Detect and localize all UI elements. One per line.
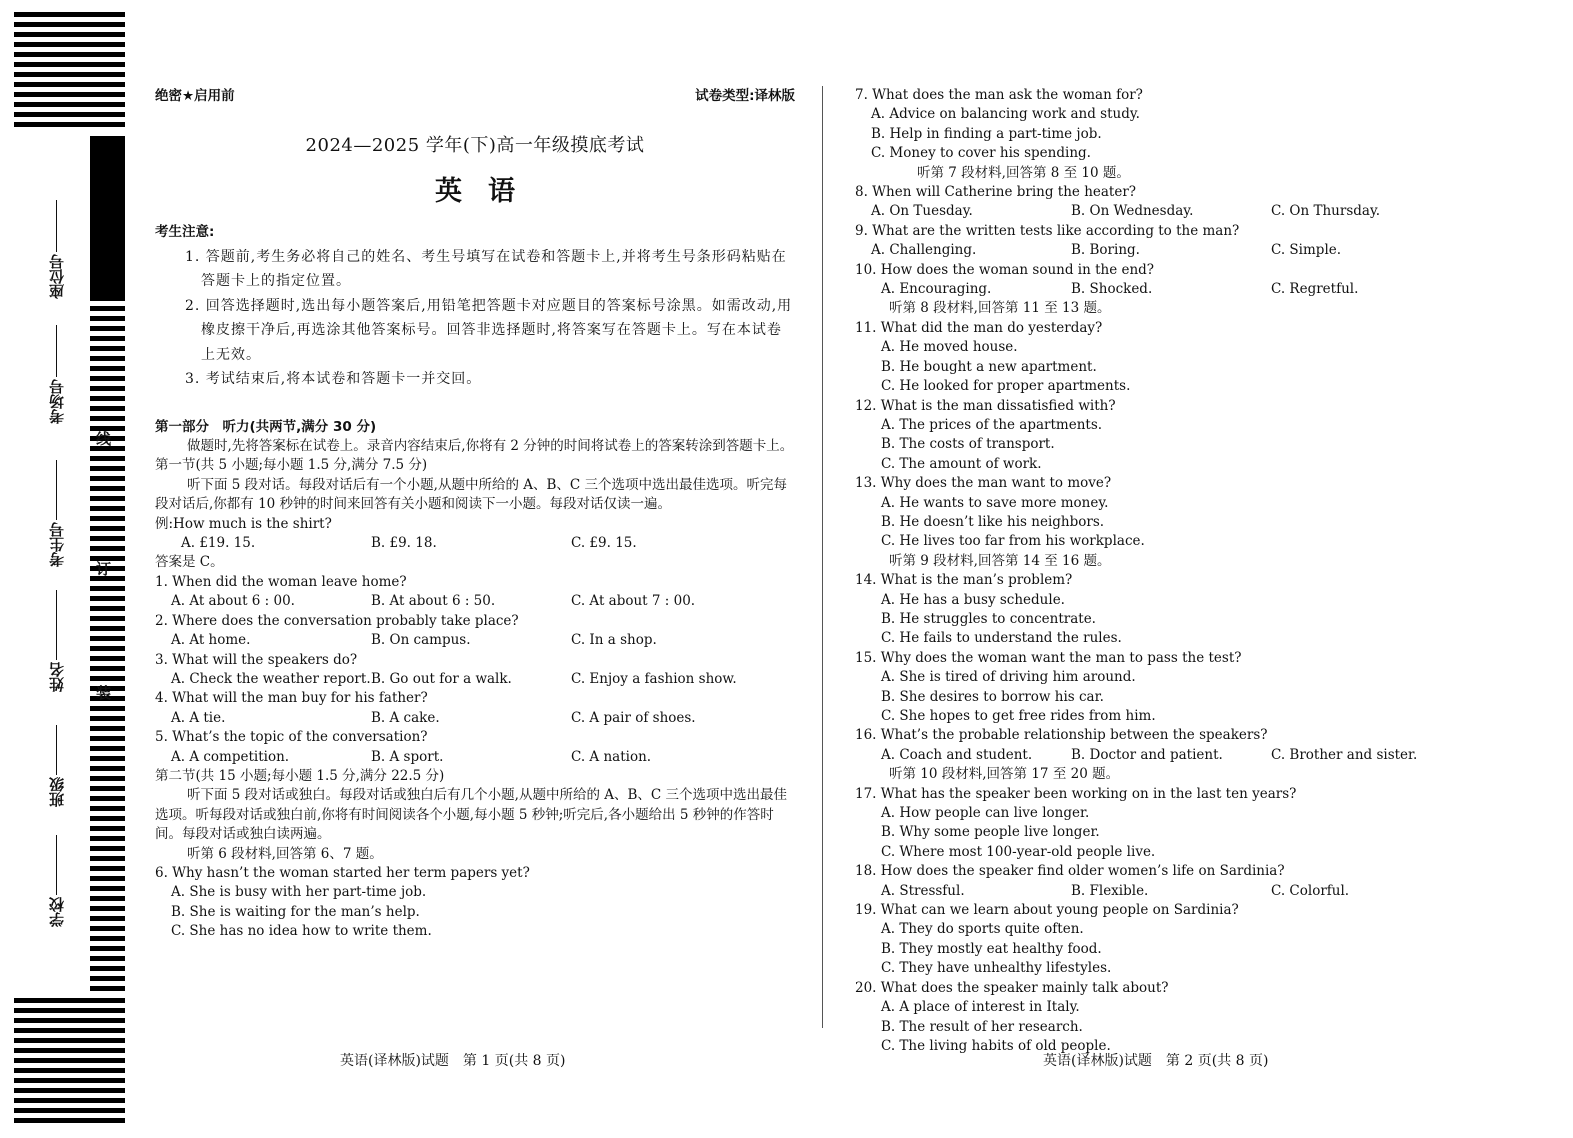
binding-bar: [14, 1088, 125, 1093]
option: B. On campus.: [371, 632, 471, 649]
binding-bar: [90, 296, 125, 301]
question-16-options: [855, 746, 1555, 765]
option: B. They mostly eat healthy food.: [881, 940, 1102, 957]
example-options: [155, 534, 795, 553]
binding-bar: [14, 112, 125, 117]
option: A. Coach and student.: [881, 746, 1033, 763]
option: B. Shocked.: [1071, 281, 1153, 298]
question-8: 8. When will Catherine bring the heater?: [855, 184, 1137, 201]
section2-intro: 听下面 5 段对话或独白。每段对话或独白后有几个小题,从题中所给的 A、B、C 三个选项中选出最佳选项。听每段对话或独白前,你将有时间阅读各个小题,每小题 5 秒钟;听完后,各小题给出 5 秒钟的作答时间。每段对话或独白读两遍。: [155, 787, 788, 843]
binding-bar: [90, 536, 125, 541]
option: A. A place of interest in Italy.: [881, 999, 1080, 1016]
binding-bar: [90, 886, 125, 891]
binding-char-fix: 装: [96, 684, 112, 702]
binding-bar: [90, 836, 125, 841]
option: A. Encouraging.: [881, 281, 992, 298]
binding-bar: [90, 456, 125, 461]
example-question: 例:How much is the shirt?: [155, 515, 332, 532]
binding-bar: [90, 496, 125, 501]
option: B. On Wednesday.: [1071, 203, 1194, 220]
confidential-mark: 绝密★启用前: [155, 88, 235, 104]
option: B. He bought a new apartment.: [881, 358, 1097, 375]
binding-bar: [90, 876, 125, 881]
option: B. Boring.: [1071, 242, 1140, 259]
option: C. Enjoy a fashion show.: [571, 670, 737, 687]
page-1-footer: 英语(译林版)试题 第 1 页(共 8 页): [340, 1053, 566, 1069]
option: C. Money to cover his spending.: [871, 145, 1091, 162]
question-9: 9. What are the written tests like according to the man?: [855, 222, 1240, 239]
option: A. Advice on balancing work and study.: [871, 106, 1140, 123]
school-label: 学校: [47, 897, 66, 927]
binding-bar: [14, 102, 125, 107]
option: A. A tie.: [171, 709, 226, 726]
section1-intro: 听下面 5 段对话。每段对话后有一个小题,从题中所给的 A、B、C 三个选项中选出最佳选项。听完每段对话后,你都有 10 秒钟的时间来回答有关小题和阅读下一小题。每段对话仅读一遍。: [155, 476, 788, 513]
exam-title: 2024—2025 学年(下)高一年级摸底考试: [305, 135, 645, 157]
binding-bar: [14, 122, 125, 127]
notice-title: 考生注意:: [155, 224, 215, 241]
option: B. Go out for a walk.: [371, 670, 512, 687]
binding-bar: [14, 42, 125, 47]
binding-bar: [90, 896, 125, 901]
segment-8-instruction: 听第 8 段材料,回答第 11 至 13 题。: [889, 300, 1111, 317]
binding-bar: [90, 946, 125, 951]
option: C. At about 7 : 00.: [571, 593, 696, 610]
binding-bar: [90, 736, 125, 741]
option: B. Why some people live longer.: [881, 824, 1100, 841]
question-19: 19. What can we learn about young people on Sardinia?: [855, 902, 1239, 919]
option: C. She hopes to get free rides from him.: [881, 708, 1156, 724]
option: B. Doctor and patient.: [1071, 746, 1223, 763]
binding-bar: [90, 516, 125, 521]
candidate-number-label: 考生号: [47, 522, 66, 567]
option: A. They do sports quite often.: [881, 921, 1084, 938]
option: B. She desires to borrow his car.: [881, 688, 1104, 705]
question-12: 12. What is the man dissatisfied with?: [855, 397, 1116, 414]
binding-strip-top: [14, 12, 125, 136]
binding-bar: [90, 826, 125, 831]
binding-bar: [14, 22, 125, 27]
option: C. He looked for proper apartments.: [881, 378, 1131, 395]
binding-bar: [14, 1018, 125, 1023]
notice-item: 3. 考试结束后,将本试卷和答题卡一并交回。: [185, 371, 482, 388]
option: C. A nation.: [571, 748, 652, 765]
question-10: 10. How does the woman sound in the end?: [855, 261, 1155, 278]
option: A. She is tired of driving him around.: [881, 669, 1136, 686]
option: C. He lives too far from his workplace.: [881, 533, 1145, 550]
question-4: 4. What will the man buy for his father?: [155, 690, 428, 707]
option: B. He struggles to concentrate.: [881, 610, 1096, 627]
page-2: [855, 86, 1555, 1056]
section1-title: 第一节(共 5 小题;每小题 1.5 分,满分 7.5 分): [155, 457, 428, 474]
notice-item: 1. 答题前,考生务必将自己的姓名、考生号填写在试卷和答题卡上,并将考生号条形码粘贴在答题卡上的指定位置。: [185, 248, 787, 290]
binding-bar: [90, 666, 125, 671]
option: C. In a shop.: [571, 632, 657, 649]
option: C. A pair of shoes.: [571, 709, 696, 726]
option: A. He wants to save more money.: [881, 494, 1109, 511]
binding-bar: [90, 906, 125, 911]
option: B. A sport.: [371, 748, 444, 765]
binding-bar: [90, 306, 125, 311]
binding-bar: [90, 796, 125, 801]
binding-bar: [90, 756, 125, 761]
option: B. At about 6 : 50.: [371, 593, 496, 610]
binding-bar: [90, 866, 125, 871]
option: A. Check the weather report.: [171, 670, 371, 687]
question-5-options: [155, 748, 795, 767]
binding-bar: [14, 82, 125, 87]
subject-title: 英语: [435, 175, 541, 207]
paper-type: 试卷类型:译林版: [695, 88, 795, 104]
option: C. She has no idea how to write them.: [171, 923, 432, 940]
binding-bar: [14, 1048, 125, 1053]
binding-bar: [90, 806, 125, 811]
segment-9-instruction: 听第 9 段材料,回答第 14 至 16 题。: [889, 552, 1111, 569]
question-1-options: [155, 592, 795, 611]
binding-bar: [90, 546, 125, 551]
option: A. Stressful.: [881, 882, 965, 899]
question-8-options: [855, 202, 1555, 221]
binding-bar: [90, 366, 125, 371]
class-label: 班级: [47, 777, 66, 807]
binding-bar: [14, 1008, 125, 1013]
option: C. Simple.: [1271, 242, 1342, 259]
segment-7-instruction: 听第 7 段材料,回答第 8 至 10 题。: [917, 164, 1130, 181]
binding-bar: [90, 596, 125, 601]
binding-bar: [14, 1028, 125, 1033]
binding-bar: [90, 386, 125, 391]
binding-char-line: 线: [96, 430, 112, 448]
binding-bar: [14, 62, 125, 67]
binding-bar: [90, 526, 125, 531]
binding-bar: [14, 1058, 125, 1063]
binding-bar: [90, 966, 125, 971]
question-5: 5. What’s the topic of the conversation?: [155, 729, 428, 746]
question-10-options: [855, 280, 1555, 299]
option: B. A cake.: [371, 709, 440, 726]
candidate-number-field: [36, 460, 76, 567]
option: A. On Tuesday.: [871, 203, 973, 220]
notice-list: [155, 245, 795, 392]
option: B. The costs of transport.: [881, 436, 1055, 453]
question-2: 2. Where does the conversation probably take place?: [155, 612, 519, 629]
binding-bar: [14, 92, 125, 97]
binding-bar: [90, 416, 125, 421]
option: C. The living habits of old people.: [881, 1037, 1111, 1054]
option: A. At about 6 : 00.: [171, 593, 295, 610]
candidate-info-column: [36, 180, 76, 950]
binding-bar: [90, 956, 125, 961]
binding-bar: [90, 856, 125, 861]
binding-bar: [90, 486, 125, 491]
binding-strip-bottom: [14, 998, 125, 1126]
option: B. Flexible.: [1071, 882, 1149, 899]
question-11: 11. What did the man do yesterday?: [855, 319, 1103, 336]
binding-bar: [90, 356, 125, 361]
binding-bar: [90, 816, 125, 821]
binding-bar: [90, 586, 125, 591]
question-18-options: [855, 882, 1555, 901]
question-14: 14. What is the man’s problem?: [855, 572, 1073, 589]
binding-bar: [90, 746, 125, 751]
option: C. They have unhealthy lifestyles.: [881, 960, 1112, 977]
option: C. Brother and sister.: [1271, 746, 1418, 763]
binding-bar: [90, 406, 125, 411]
question-20: 20. What does the speaker mainly talk about?: [855, 979, 1169, 996]
option: A. She is busy with her part-time job.: [171, 884, 427, 901]
binding-bar: [90, 326, 125, 331]
binding-char-bind: 订: [96, 560, 112, 578]
binding-bar: [14, 1098, 125, 1103]
part1-title: 第一部分 听力(共两节,满分 30 分): [155, 418, 377, 435]
binding-bar: [90, 396, 125, 401]
seat-number-label: 座位号: [47, 254, 66, 299]
binding-strip-solid-top: [90, 136, 125, 296]
option: A. A competition.: [171, 748, 290, 765]
binding-bar: [90, 676, 125, 681]
question-16: 16. What’s the probable relationship between the speakers?: [855, 727, 1268, 744]
name-label: 姓名: [47, 662, 66, 692]
option: B. She is waiting for the man’s help.: [171, 903, 420, 920]
option: C. Regretful.: [1271, 281, 1359, 298]
section1-questions: [155, 573, 795, 767]
class-field: [36, 725, 76, 807]
name-field: [36, 590, 76, 692]
option: B. Help in finding a part-time job.: [871, 125, 1102, 142]
option: B. He doesn’t like his neighbors.: [881, 513, 1105, 530]
binding-bar: [90, 316, 125, 321]
option: A. He has a busy schedule.: [881, 591, 1065, 608]
exam-room-field: [36, 325, 76, 424]
option: C. £9. 15.: [571, 535, 637, 552]
binding-bar: [14, 1038, 125, 1043]
option: A. At home.: [171, 632, 251, 649]
notice-item: 2. 回答选择题时,选出每小题答案后,用铅笔把答题卡对应题目的答案标号涂黑。如需改动,用橡皮擦干净后,再选涂其他答案标号。回答非选择题时,将答案写在答题卡上。写在本试卷上无效。: [185, 297, 793, 363]
binding-bar: [14, 72, 125, 77]
binding-bar: [90, 466, 125, 471]
question-15: 15. Why does the woman want the man to pass the test?: [855, 649, 1242, 666]
question-1: 1. When did the woman leave home?: [155, 573, 407, 590]
binding-bar: [90, 606, 125, 611]
exam-room-label: 考场号: [47, 379, 66, 424]
section2-title: 第二节(共 15 小题;每小题 1.5 分,满分 22.5 分): [155, 767, 445, 784]
option: C. He fails to understand the rules.: [881, 630, 1122, 647]
binding-bar: [14, 32, 125, 37]
option: A. He moved house.: [881, 339, 1018, 356]
binding-bar: [90, 986, 125, 991]
option: A. The prices of the apartments.: [881, 416, 1103, 433]
part1-intro: 做题时,先将答案标在试卷上。录音内容结束后,你将有 2 分钟的时间将试卷上的答案转涂到答题卡上。: [187, 438, 794, 455]
option: B. £9. 18.: [371, 535, 437, 552]
binding-bar: [90, 336, 125, 341]
binding-bar: [90, 376, 125, 381]
question-3-options: [155, 670, 795, 689]
page-divider: [822, 86, 823, 1028]
binding-bar: [90, 706, 125, 711]
option: C. On Thursday.: [1271, 203, 1381, 220]
option: C. Colorful.: [1271, 882, 1350, 899]
binding-bar: [14, 1108, 125, 1113]
seat-number-field: [36, 200, 76, 299]
binding-bar: [90, 716, 125, 721]
binding-bar: [90, 766, 125, 771]
question-17: 17. What has the speaker been working on in the last ten years?: [855, 785, 1297, 802]
option: B. The result of her research.: [881, 1018, 1083, 1035]
option: C. Where most 100-year-old people live.: [881, 843, 1156, 860]
binding-bar: [90, 786, 125, 791]
example-answer: 答案是 C。: [155, 554, 224, 571]
binding-bar: [90, 626, 125, 631]
binding-bar: [90, 846, 125, 851]
binding-bar: [90, 936, 125, 941]
question-9-options: [855, 241, 1555, 260]
binding-bar: [90, 926, 125, 931]
question-4-options: [155, 709, 795, 728]
binding-bar: [14, 12, 125, 17]
question-2-options: [155, 631, 795, 650]
binding-bar: [14, 1118, 125, 1123]
question-6: 6. Why hasn’t the woman started her term papers yet?: [155, 864, 530, 881]
binding-bar: [90, 646, 125, 651]
question-3: 3. What will the speakers do?: [155, 651, 358, 668]
question-18: 18. How does the speaker find older women’s life on Sardinia?: [855, 863, 1285, 880]
segment-6-instruction: 听第 6 段材料,回答第 6、7 题。: [187, 845, 383, 862]
binding-bar: [90, 346, 125, 351]
option: C. The amount of work.: [881, 455, 1042, 472]
question-7: 7. What does the man ask the woman for?: [855, 87, 1143, 103]
page-header: [155, 87, 795, 106]
binding-bar: [14, 1078, 125, 1083]
binding-bar: [90, 726, 125, 731]
binding-bar: [90, 976, 125, 981]
school-field: [36, 835, 76, 927]
option: A. How people can live longer.: [881, 805, 1090, 822]
binding-bar: [90, 916, 125, 921]
binding-bar: [90, 616, 125, 621]
binding-bar: [90, 656, 125, 661]
binding-bar: [90, 506, 125, 511]
option: A. Challenging.: [871, 242, 977, 259]
binding-bar: [90, 776, 125, 781]
page-1: [155, 80, 795, 942]
binding-bar: [90, 636, 125, 641]
binding-bar: [90, 476, 125, 481]
binding-bar: [14, 52, 125, 57]
binding-bar: [14, 1068, 125, 1073]
segment-10-instruction: 听第 10 段材料,回答第 17 至 20 题。: [889, 766, 1120, 783]
page-2-footer: 英语(译林版)试题 第 2 页(共 8 页): [1043, 1053, 1269, 1069]
option: A. £19. 15.: [181, 535, 256, 552]
binding-bar: [14, 998, 125, 1003]
question-13: 13. Why does the man want to move?: [855, 475, 1112, 492]
